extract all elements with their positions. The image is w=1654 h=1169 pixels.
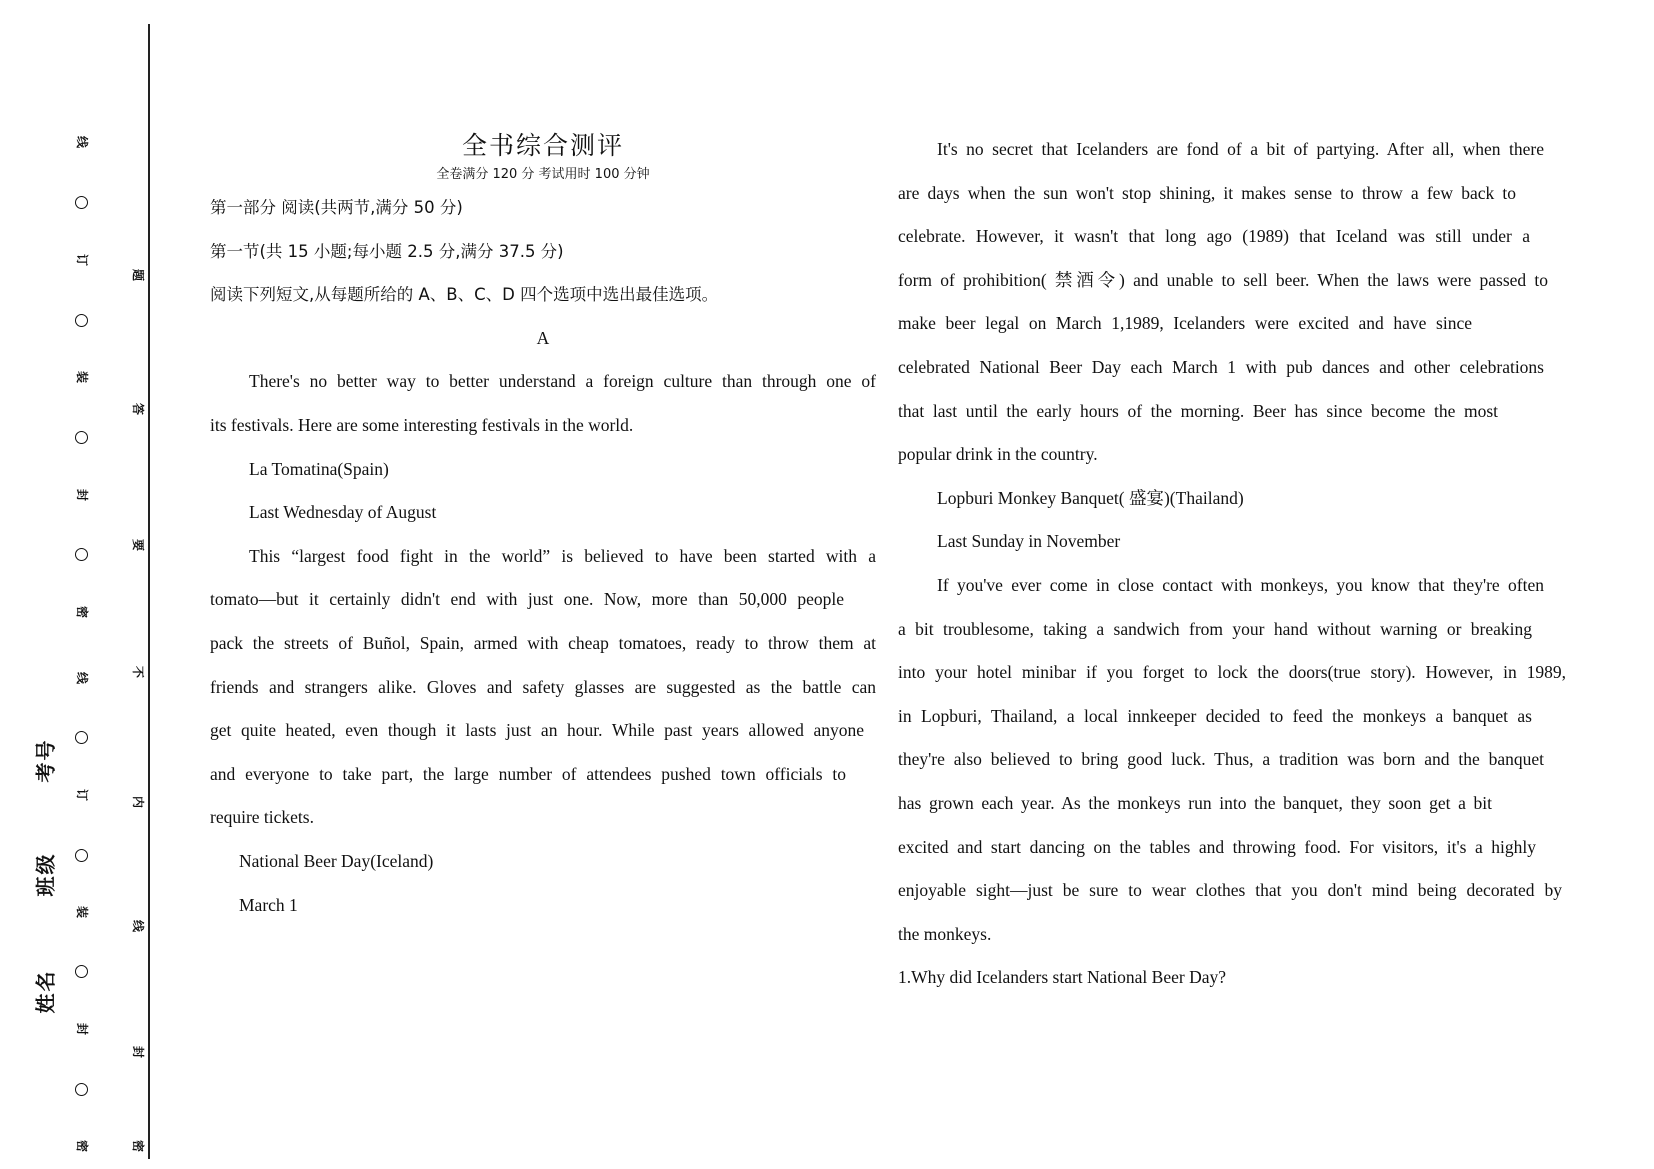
seal-warning-char: 线 <box>131 919 145 932</box>
seal-circle <box>75 314 88 327</box>
page-subtitle: 全卷满分 120 分 考试用时 100 分钟 <box>436 167 650 182</box>
instruction: 阅读下列短文,从每题所给的 A、B、C、D 四个选项中选出最佳选项。 <box>210 285 719 305</box>
seal-char: 装 <box>75 905 89 918</box>
seal-warning-char: 题 <box>131 268 145 281</box>
passage-line: celebrate. However, it wasn't that long ago (1989) that Iceland was still under a <box>898 226 1530 247</box>
passage-line: its festivals. Here are some interesting festivals in the world. <box>210 414 634 435</box>
passage-line: friends and strangers alike. Gloves and safety glasses are suggested as the battle can <box>210 676 876 697</box>
passage-line: are days when the sun won't stop shining, it makes sense to throw a few back to <box>898 182 1516 203</box>
passage-line: has grown each year. As the monkeys run into the banquet, they soon get a bit <box>898 792 1492 813</box>
passage-line: popular drink in the country. <box>898 444 1098 465</box>
right-column <box>898 128 1566 1000</box>
festival-name: Lopburi Monkey Banquet( 盛宴)(Thailand) <box>937 487 1244 508</box>
seal-char: 线 <box>75 135 89 148</box>
passage-line: and everyone to take part, the large number of attendees pushed town officials to <box>210 763 846 784</box>
seal-circle <box>75 431 88 444</box>
seal-warning-char: 内 <box>131 795 145 808</box>
seal-circle <box>75 548 88 561</box>
passage-line: This “largest food fight in the world” is believed to have been started with a <box>249 545 876 566</box>
name-label: 姓名 <box>33 969 58 1014</box>
festival-date: Last Sunday in November <box>937 531 1121 552</box>
seal-warning-char: 密 <box>131 1139 145 1152</box>
seal-warning-char: 不 <box>131 665 145 678</box>
passage-line: they're also believed to bring good luck. Thus, a tradition was born and the banquet <box>898 749 1544 770</box>
seal-char: 封 <box>75 1022 89 1035</box>
festival-date: Last Wednesday of August <box>249 502 437 523</box>
passage-line: form of prohibition( 禁酒令) and unable to sell beer. When the laws were passed to <box>898 269 1548 290</box>
festival-name: National Beer Day(Iceland) <box>239 850 434 871</box>
passage-line: a bit troublesome, taking a sandwich from your hand without warning or breaking <box>898 618 1532 639</box>
binding-divider <box>148 24 150 1159</box>
passage-line: If you've ever come in close contact with monkeys, you know that they're often <box>937 574 1544 595</box>
passage-line: make beer legal on March 1,1989, Icelanders were excited and have since <box>898 313 1472 334</box>
passage-line: There's no better way to better understand a foreign culture than through one of <box>249 371 876 392</box>
passage-line: get quite heated, even though it lasts just an hour. While past years allowed anyone <box>210 720 864 741</box>
section-heading: 第一节(共 15 小题;每小题 2.5 分,满分 37.5 分) <box>210 241 564 261</box>
seal-char: 密 <box>75 605 89 618</box>
seal-circle <box>75 196 88 209</box>
passage-line: enjoyable sight—just be sure to wear clothes that you don't mind being decorated by <box>898 880 1562 901</box>
seal-circle <box>75 965 88 978</box>
question-1: 1.Why did Icelanders start National Beer Day? <box>898 967 1226 988</box>
passage-line: require tickets. <box>210 807 314 828</box>
seal-circle <box>75 1083 88 1096</box>
seal-char: 封 <box>75 488 89 501</box>
passage-line: the monkeys. <box>898 923 992 944</box>
passage-letter: A <box>536 327 550 348</box>
seal-char: 装 <box>75 370 89 383</box>
seal-char: 密 <box>75 1139 89 1152</box>
class-label: 班级 <box>33 852 58 897</box>
seal-warning-char: 要 <box>131 538 145 551</box>
left-column <box>210 128 876 927</box>
seal-circle <box>75 849 88 862</box>
seal-circle <box>75 731 88 744</box>
student-id-label: 考号 <box>33 738 58 783</box>
passage-line: into your hotel minibar if you forget to lock the doors(true story). However, in 1989, <box>898 662 1566 683</box>
passage-line: It's no secret that Icelanders are fond of a bit of partying. After all, when there <box>937 139 1544 159</box>
seal-char: 订 <box>75 788 89 801</box>
passage-line: excited and start dancing on the tables and throwing food. For visitors, it's a highly <box>898 836 1536 857</box>
passage-line: in Lopburi, Thailand, a local innkeeper decided to feed the monkeys a banquet as <box>898 705 1532 726</box>
passage-line: tomato—but it certainly didn't end with just one. Now, more than 50,000 people <box>210 589 844 610</box>
seal-warning-char: 封 <box>131 1045 145 1058</box>
seal-char: 线 <box>75 671 89 684</box>
part-heading: 第一部分 阅读(共两节,满分 50 分) <box>210 198 463 217</box>
festival-date: March 1 <box>239 894 298 915</box>
passage-line: that last until the early hours of the morning. Beer has since become the most <box>898 400 1498 421</box>
page-title: 全书综合测评 <box>461 131 624 160</box>
seal-char: 订 <box>75 253 89 266</box>
seal-warning-char: 答 <box>131 402 145 415</box>
passage-line: celebrated National Beer Day each March 1 with pub dances and other celebrations <box>898 356 1544 377</box>
festival-name: La Tomatina(Spain) <box>249 458 389 479</box>
passage-line: pack the streets of Buñol, Spain, armed with cheap tomatoes, ready to throw them at <box>210 632 876 653</box>
